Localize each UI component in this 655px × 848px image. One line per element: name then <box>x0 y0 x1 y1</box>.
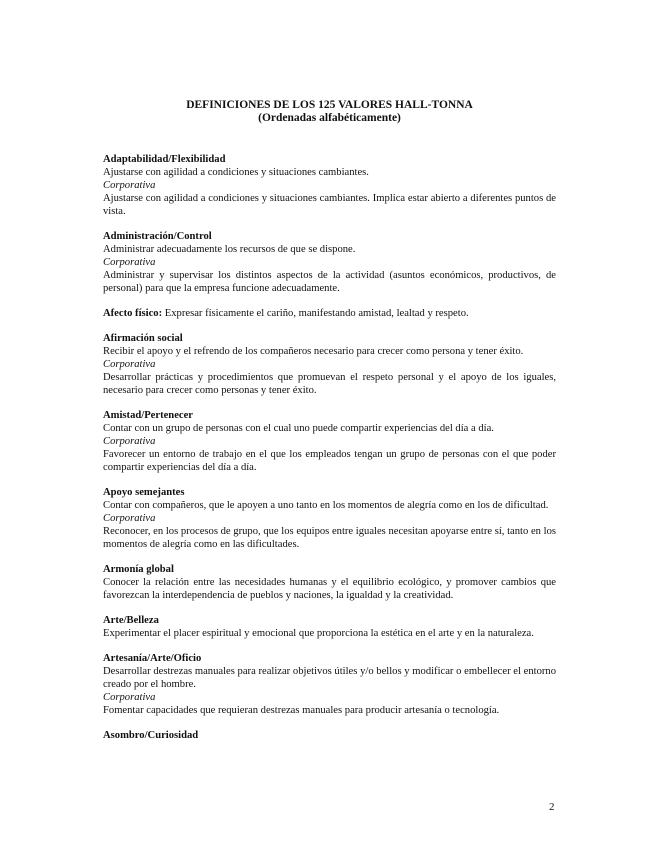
value-entry <box>103 486 556 551</box>
value-definition: Conocer la relación entre las necesidades humanas y el equilibrio ecológico, y promover cambios que favorezcan la interdependencia de pueblos y naciones, la igualdad y la creatividad. <box>103 577 556 601</box>
value-term: Adaptabilidad/Flexibilidad <box>103 154 226 165</box>
corporate-definition: Ajustarse con agilidad a condiciones y situaciones cambiantes. Implica estar abierto a diferentes puntos de vista. <box>103 193 556 217</box>
value-definition: Experimentar el placer espiritual y emocional que proporciona la estética en el arte y en la naturaleza. <box>103 628 534 639</box>
value-definition: Ajustarse con agilidad a condiciones y situaciones cambiantes. <box>103 167 369 178</box>
value-entry <box>103 409 556 474</box>
corporate-label: Corporativa <box>103 257 156 268</box>
value-definition: Expresar físicamente el cariño, manifestando amistad, lealtad y respeto. <box>164 308 469 319</box>
value-entry <box>103 563 556 602</box>
document-header <box>103 99 556 125</box>
value-definition: Desarrollar destrezas manuales para realizar objetivos útiles y/o bellos y modificar o embellecer el entorno creado por el hombre. <box>103 666 556 690</box>
corporate-label: Corporativa <box>103 180 156 191</box>
value-entry <box>103 614 556 640</box>
value-term: Administración/Control <box>103 231 212 242</box>
value-definition: Contar con un grupo de personas con el cual uno puede compartir experiencias del día a día. <box>103 423 494 434</box>
value-entry <box>103 230 556 295</box>
corporate-label: Corporativa <box>103 359 156 370</box>
value-definition: Recibir el apoyo y el refrendo de los compañeros necesario para crecer como persona y tener éxito. <box>103 346 524 357</box>
value-term: Armonía global <box>103 564 174 575</box>
value-entry <box>103 652 556 717</box>
corporate-definition: Reconocer, en los procesos de grupo, que los equipos entre iguales necesitan apoyarse entre sí, tanto en los momentos de alegría como en las dificultades. <box>103 526 556 550</box>
value-definition: Administrar adecuadamente los recursos de que se dispone. <box>103 244 356 255</box>
value-entry <box>103 307 556 320</box>
value-entry <box>103 153 556 218</box>
value-term: Afecto físico: <box>103 308 163 319</box>
corporate-label: Corporativa <box>103 692 156 703</box>
document-page <box>103 99 556 754</box>
corporate-definition: Desarrollar prácticas y procedimientos que promuevan el respeto personal y el apoyo de los iguales, necesario para crecer como personas y tener éxito. <box>103 372 556 396</box>
page-number: 2 <box>549 801 555 813</box>
corporate-definition: Fomentar capacidades que requieran destrezas manuales para producir artesanía o tecnología. <box>103 705 500 716</box>
value-term: Afirmación social <box>103 333 183 344</box>
value-definition: Contar con compañeros, que le apoyen a uno tanto en los momentos de alegría como en los de dificultad. <box>103 500 549 511</box>
value-term: Apoyo semejantes <box>103 487 185 498</box>
document-title: DEFINICIONES DE LOS 125 VALORES HALL-TONNA <box>186 99 473 111</box>
value-term: Asombro/Curiosidad <box>103 730 199 741</box>
corporate-definition: Favorecer un entorno de trabajo en el que los empleados tengan un grupo de personas con el que poder compartir experiencias del día a día. <box>103 449 556 473</box>
corporate-label: Corporativa <box>103 436 156 447</box>
corporate-label: Corporativa <box>103 513 156 524</box>
corporate-definition: Administrar y supervisar los distintos aspectos de la actividad (asuntos económicos, productivos, de personal) para que la empresa funcione adecuadamente. <box>103 270 556 294</box>
value-term: Arte/Belleza <box>103 615 159 626</box>
value-term: Artesanía/Arte/Oficio <box>103 653 202 664</box>
value-definitions-list <box>103 153 556 742</box>
document-subtitle: (Ordenadas alfabéticamente) <box>258 112 401 124</box>
value-term: Amistad/Pertenecer <box>103 410 194 421</box>
value-entry <box>103 729 556 742</box>
value-entry <box>103 332 556 397</box>
